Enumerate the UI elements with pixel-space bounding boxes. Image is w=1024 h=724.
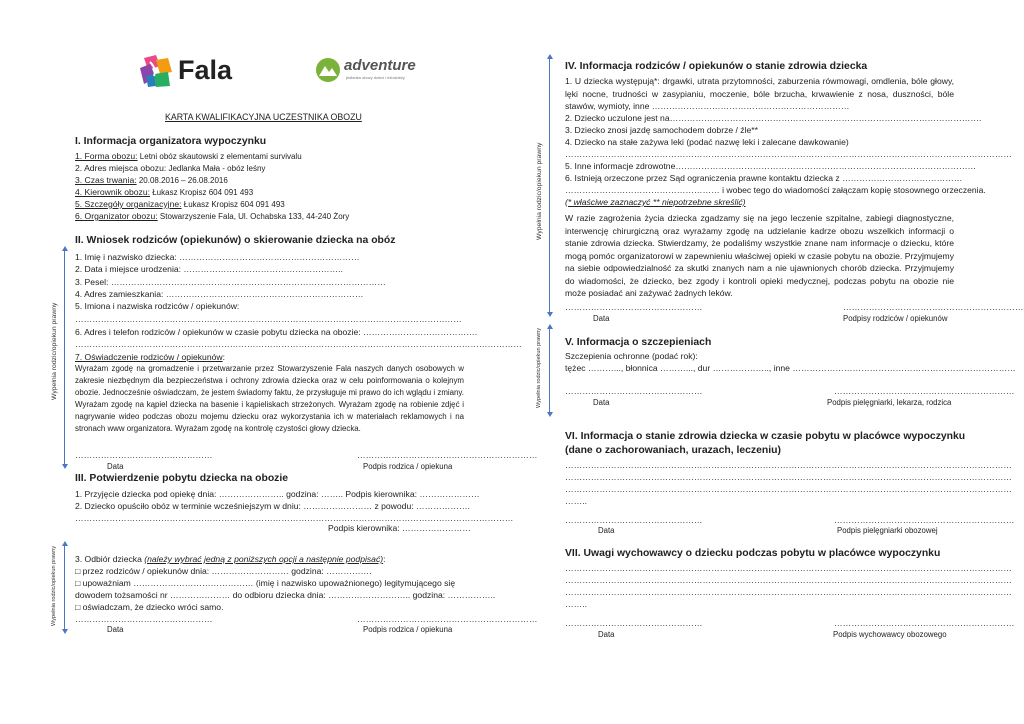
s3-sig-date-line[interactable]: ………………………………………… — [75, 614, 213, 624]
left-margin-note-1: Wypełnia rodzic/opiekun prawny — [51, 302, 58, 400]
s6-line-3[interactable]: ………………………………………………………………………………………………………………………………………… — [565, 484, 1012, 494]
left-arrow-2 — [64, 545, 65, 630]
s4-sig-date-line[interactable]: ………………………………………… — [565, 302, 703, 312]
section-4-heading: IV. Informacja rodziców / opiekunów o stanie zdrowia dziecka — [565, 61, 868, 72]
s6-sig-nurse-line[interactable]: ……………………………………………………… — [834, 515, 1015, 525]
s3-opuscilo-field-2[interactable]: ……………………………………………………………………………………………………………………………………… — [75, 513, 514, 523]
document-title: KARTA KWALIFIKACYJNA UCZESTNIKA OBOZU — [165, 112, 362, 122]
s3-sig-parent-label: Podpis rodzica / opiekuna — [363, 625, 453, 634]
adventure-tagline: jedlanka obozy dzieci i młodzieży — [346, 75, 405, 80]
s4-footnote: (* właściwe zaznaczyć ** niepotrzebne skreślić) — [565, 197, 746, 207]
s1-forma: 1. Forma obozu: Letni obóz skautowski z elementami survivalu — [75, 151, 302, 161]
s2-oswiadczenie-label: 7. Oświadczenie rodziców / opiekunów: — [75, 352, 225, 362]
s4-sig-parents-line[interactable]: ……………………………………………………… — [843, 302, 1024, 312]
s3-podpis-kierownika[interactable]: Podpis kierownika: …………………… — [328, 523, 471, 533]
s4-objawy-field[interactable]: 1. U dziecka występują*: drgawki, utrata przytomności, zaburzenia rówmowagi, omdlenia, bóle głowy, lęki nocne, trudności w zasypianiu, moczenie, bóle brzucha, krwawienie z nosa, duszności, bóle stawów, wymioty, inne …………………………………………………………… — [565, 76, 954, 111]
fala-mark-icon — [138, 54, 178, 88]
s4-sig-date-label: Data — [593, 314, 610, 323]
s4-inne-field[interactable]: 5. Inne informacje zdrowotne…………………………………………………………………………………………… — [565, 161, 977, 171]
s7-sig-tutor-line[interactable]: ……………………………………………………… — [834, 618, 1015, 628]
section-2-heading: II. Wniosek rodziców (opiekunów) o skierowanie dziecka na obóz — [75, 235, 396, 246]
s3-sig-parent-line[interactable]: ……………………………………………………… — [357, 614, 538, 624]
adventure-wordmark: adventure — [344, 57, 416, 74]
s3-opuscilo-field[interactable]: 2. Dziecko opuściło obóz w terminie wcześniejszym w dniu: …………………… z powodu: ………………. — [75, 501, 470, 511]
right-margin-note-2: Wypełnia rodzic/opiekun prawny — [536, 327, 542, 408]
adventure-logo — [315, 57, 425, 85]
s4-ograniczenia-field-2[interactable]: ……………………………………………… i wobec tego do wiadomości załączam kopię stosownego orzeczenia. — [565, 185, 986, 195]
section-7-heading: VII. Uwagi wychowawcy o dziecku podczas pobytu w placówce wypoczynku — [565, 548, 941, 559]
s6-line-1[interactable]: ………………………………………………………………………………………………………………………………………… — [565, 460, 1012, 470]
s5-sig-date-line[interactable]: ………………………………………… — [565, 386, 703, 396]
s5-sig-medic-line[interactable]: ……………………………………………………… — [834, 386, 1015, 396]
fala-wordmark: Fala — [178, 55, 233, 85]
s3-przyjecie-field[interactable]: 1. Przyjęcie dziecka pod opiekę dnia: ………………….. godzina: …….. Podpis kierownika: ………………… — [75, 489, 480, 499]
s7-sig-tutor-label: Podpis wychowawcy obozowego — [833, 630, 947, 639]
s1-adres: 2. Adres miejsca obozu: Jedlanka Mała - obóz leśny — [75, 163, 266, 173]
s2-oswiadczenie-text: Wyrażam zgodę na gromadzenie i przetwarzanie przez Stowarzyszenie Fala naszych danych osobowych w zakresie niezbędnym dla bezpieczeństwa i ochrony zdrowia dziecka oraz w celu poinformowania o kolejnym obozie. Jednocześnie oświadczam, że jestem świadomy faktu, że przysługuje mi prawo do ich wglądu i zmiany. Wyrażam zgodę na kąpiel dziecka na basenie i kąpieliskach strzeżonych. Wyrażam zgodę na robienie zdjęć i nagrywanie wideo podczas obozu mojemu dziecku oraz wykorzystania ich w materiałach reklamowych i na stronach www organizatora. Wyrażam zgodę na kontrolę czystości głowy dziecka. — [75, 364, 464, 434]
s6-sig-nurse-label: Podpis pielęgniarki obozowej — [837, 526, 938, 535]
s3-odbior-label: 3. Odbiór dziecka (należy wybrać jedną z poniższych opcji a następnie podpisać): — [75, 554, 386, 564]
left-arrow-1 — [64, 250, 65, 465]
s6-sig-date-line[interactable]: ………………………………………… — [565, 515, 703, 525]
s6-line-2[interactable]: ………………………………………………………………………………………………………………………………………… — [565, 472, 1012, 482]
s3-option-upowaznienie-line2[interactable]: dowodem tożsamości nr ………………… do odbioru dziecka dnia: ……………………….. godzina: …………….. — [75, 590, 496, 600]
section-6-subheading: (dane o zachorowaniach, urazach, leczeniu) — [565, 445, 781, 456]
s6-sig-date-label: Data — [598, 526, 615, 535]
s2-sig-parent-label: Podpis rodzica / opiekuna — [363, 462, 453, 471]
section-1-heading: I. Informacja organizatora wypoczynku — [75, 136, 267, 147]
s5-szczepienia-field[interactable]: tężec ………..., błonnica ………..., dur ……………….., inne …………………………………………………………………… — [565, 363, 1016, 373]
s5-sig-medic-label: Podpis pielęgniarki, lekarza, rodzica — [827, 398, 952, 407]
s2-rodzice-field[interactable]: ……………………………………………………………………………………………………………………… — [75, 314, 462, 324]
s7-line-1[interactable]: ………………………………………………………………………………………………………………………………………… — [565, 563, 1012, 573]
s2-sig-parent-line[interactable]: ……………………………………………………… — [357, 450, 538, 460]
section-5-heading: V. Informacja o szczepieniach — [565, 337, 712, 348]
s7-line-3[interactable]: ………………………………………………………………………………………………………………………………………… — [565, 587, 1012, 597]
s4-jazda-field[interactable]: 3. Dziecko znosi jazdę samochodem dobrze / źle** — [565, 125, 758, 135]
s2-sig-date-label: Data — [107, 462, 124, 471]
right-arrow-2 — [549, 328, 550, 413]
s2-telefon-field[interactable]: 6. Adres i telefon rodziców / opiekunów w czasie pobytu dziecka na obozie: …………………………………. — [75, 327, 478, 337]
adventure-mark-icon — [315, 57, 341, 83]
section-6-heading: VI. Informacja o stanie zdrowia dziecka w czasie pobytu w placówce wypoczynku — [565, 431, 966, 442]
s7-line-2[interactable]: ………………………………………………………………………………………………………………………………………… — [565, 575, 1012, 585]
s1-kierownik: 4. Kierownik obozu: Łukasz Kropisz 604 091 493 — [75, 187, 254, 197]
s4-zgoda-paragraph: W razie zagrożenia życia dziecka zgadzamy się na jego leczenie szpitalne, zabiegi diagnostyczne, interwencję chirurgiczną oraz wyrażamy zgodę na udzielanie kadrze obozu wszelkich informacji o stanie zdrowia dziecka. Stwierdzamy, że podaliśmy wszystkie znane nam informacje o dziecku, które mogą pomóc organizatorowi w zapewnieniu właściwej opieki w czasie pobytu na obozie. Przyjmujemy na siebie odpowiedzialność za skutki znanych nam a nie ujawnionych chorób dziecka. Przyjmujemy do wiadomości, że dziecko, bez zgody i kontroli opieki medycznej, podczas pobytu na obozie nie może posiadać ani zażywać żadnych leków. — [565, 213, 954, 298]
s7-sig-date-line[interactable]: ………………………………………… — [565, 618, 703, 628]
s3-sig-date-label: Data — [107, 625, 124, 634]
section-3-heading: III. Potwierdzenie pobytu dziecka na obozie — [75, 473, 289, 484]
s4-ograniczenia-field[interactable]: 6. Istnieją orzeczone przez Sąd ograniczenia prawne kontaktu dziecka z …………………………………… — [565, 173, 963, 183]
s2-imie-field[interactable]: 1. Imię i nazwisko dziecka: ……………………………………………………… — [75, 252, 360, 262]
s4-uczulenie-field[interactable]: 2. Dziecko uczulone jest na………………………………………………………………………………………………. — [565, 113, 982, 123]
s1-szczegoly: 5. Szczegóły organizacyjne: Łukasz Kropisz 604 091 493 — [75, 199, 285, 209]
right-arrow-1 — [549, 58, 550, 313]
s2-rodzice-label: 5. Imiona i nazwiska rodziców / opiekunów: — [75, 301, 240, 311]
s1-organizator: 6. Organizator obozu: Stowarzyszenie Fala, Ul. Ochabska 133, 44-240 Żory — [75, 211, 350, 221]
s6-line-4[interactable]: …….. — [565, 496, 587, 506]
right-margin-note-1: Wypełnia rodzic/opiekun prawny — [536, 142, 543, 240]
s2-adres-field[interactable]: 4. Adres zamieszkania: …………………………………………………………… — [75, 289, 364, 299]
s2-telefon-field-2[interactable]: ………………………………………………………………………………………………………………………………………… — [75, 339, 522, 349]
s7-sig-date-label: Data — [598, 630, 615, 639]
s7-line-4[interactable]: …….. — [565, 599, 587, 609]
s3-option-rodzice-checkbox[interactable]: □ przez rodziców / opiekunów dnia: ……………………… godzina: ……………. — [75, 566, 372, 576]
s5-sig-date-label: Data — [593, 398, 610, 407]
s2-sig-date-line[interactable]: ………………………………………… — [75, 450, 213, 460]
s4-leki-field[interactable]: ………………………………………………………………………………………………………………………………………… — [565, 149, 1012, 159]
s1-czas: 3. Czas trwania: 20.08.2016 – 26.08.2016 — [75, 175, 228, 185]
s4-leki-label: 4. Dziecko na stałe zażywa leki (podać nazwę leki i zalecane dawkowanie) — [565, 137, 849, 147]
fala-logo — [138, 54, 238, 88]
s2-data-field[interactable]: 2. Data i miejsce urodzenia: ……………………………………………….. — [75, 264, 343, 274]
s4-sig-parents-label: Podpisy rodziców / opiekunów — [843, 314, 948, 323]
s3-option-upowaznienie-checkbox[interactable]: □ upoważniam …………………………………… (imię i nazwisko upoważnionego) legitymującego się — [75, 578, 456, 588]
s3-option-sam-checkbox[interactable]: □ oświadczam, że dziecko wróci samo. — [75, 602, 224, 612]
s5-szczepienia-label: Szczepienia ochronne (podać rok): — [565, 351, 698, 361]
left-margin-note-2: Wypełnia rodzic/opiekun prawny — [51, 545, 57, 626]
s2-pesel-field[interactable]: 3. Pesel: …………………………………………………………………………………… — [75, 277, 386, 287]
